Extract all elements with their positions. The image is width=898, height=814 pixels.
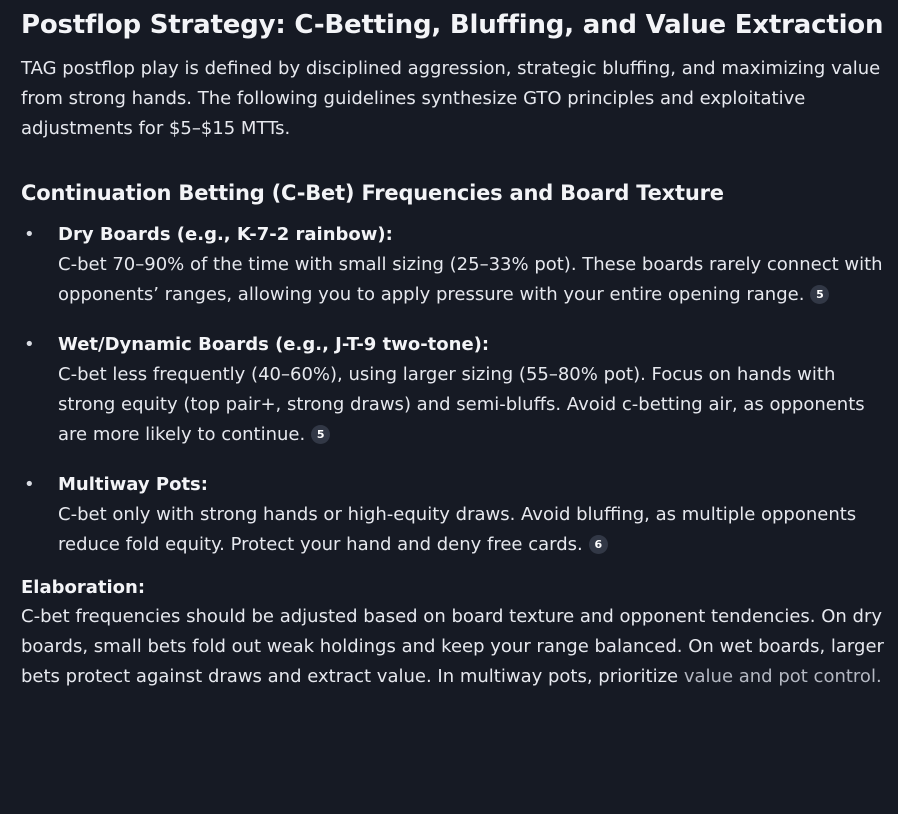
board-texture-list	[21, 220, 884, 560]
elaboration-title: Elaboration:	[21, 577, 146, 598]
intro-paragraph: TAG postflop play is defined by disciplined aggression, strategic bluffing, and maximizing value from strong hands. The following guidelines synthesize GTO principles and exploitative adjustments for $5–$15 MTTs.	[21, 58, 881, 139]
page-title: Postflop Strategy: C-Betting, Bluffing, and Value Extraction	[21, 10, 884, 40]
list-item-body	[58, 250, 884, 310]
elaboration-text: C-bet frequencies should be adjusted based on board texture and opponent tendencies. On dry boards, small bets fold out weak holdings and keep your range balanced. On wet boards, larger bets protect against draws and extract value. In multiway pots, prioritize	[21, 606, 884, 687]
list-item-text: C-bet less frequently (40–60%), using larger sizing (55–80% pot). Focus on hands with strong equity (top pair+, strong draws) and semi-bluffs. Avoid c-betting air, as opponents are more likely to continue.	[58, 364, 865, 445]
list-item-title: Dry Boards (e.g., K-7-2 rainbow):	[58, 224, 393, 245]
elaboration-paragraph	[21, 602, 884, 692]
bullet-icon: •	[24, 474, 35, 495]
list-item-multiway-pots	[21, 470, 884, 560]
bullet-icon: •	[24, 224, 35, 245]
citation-badge[interactable]: 6	[589, 535, 608, 554]
list-item-dry-boards	[21, 220, 884, 310]
elaboration-text-faded: value and pot control.	[683, 666, 882, 687]
list-item-title: Multiway Pots:	[58, 474, 208, 495]
list-item-body	[58, 500, 884, 560]
list-item-text: C-bet only with strong hands or high-equity draws. Avoid bluffing, as multiple opponents reduce fold equity. Protect your hand and deny free cards.	[58, 504, 857, 555]
list-item-body	[58, 360, 884, 450]
citation-badge[interactable]: 5	[810, 285, 829, 304]
citation-badge[interactable]: 5	[311, 425, 330, 444]
section-heading: Continuation Betting (C-Bet) Frequencies and Board Texture	[21, 181, 724, 205]
list-item-wet-boards	[21, 330, 884, 450]
list-item-text: C-bet 70–90% of the time with small sizing (25–33% pot). These boards rarely connect with opponents’ ranges, allowing you to apply pressure with your entire opening range.	[58, 254, 883, 305]
list-item-title: Wet/Dynamic Boards (e.g., J-T-9 two-tone):	[58, 334, 490, 355]
bullet-icon: •	[24, 334, 35, 355]
